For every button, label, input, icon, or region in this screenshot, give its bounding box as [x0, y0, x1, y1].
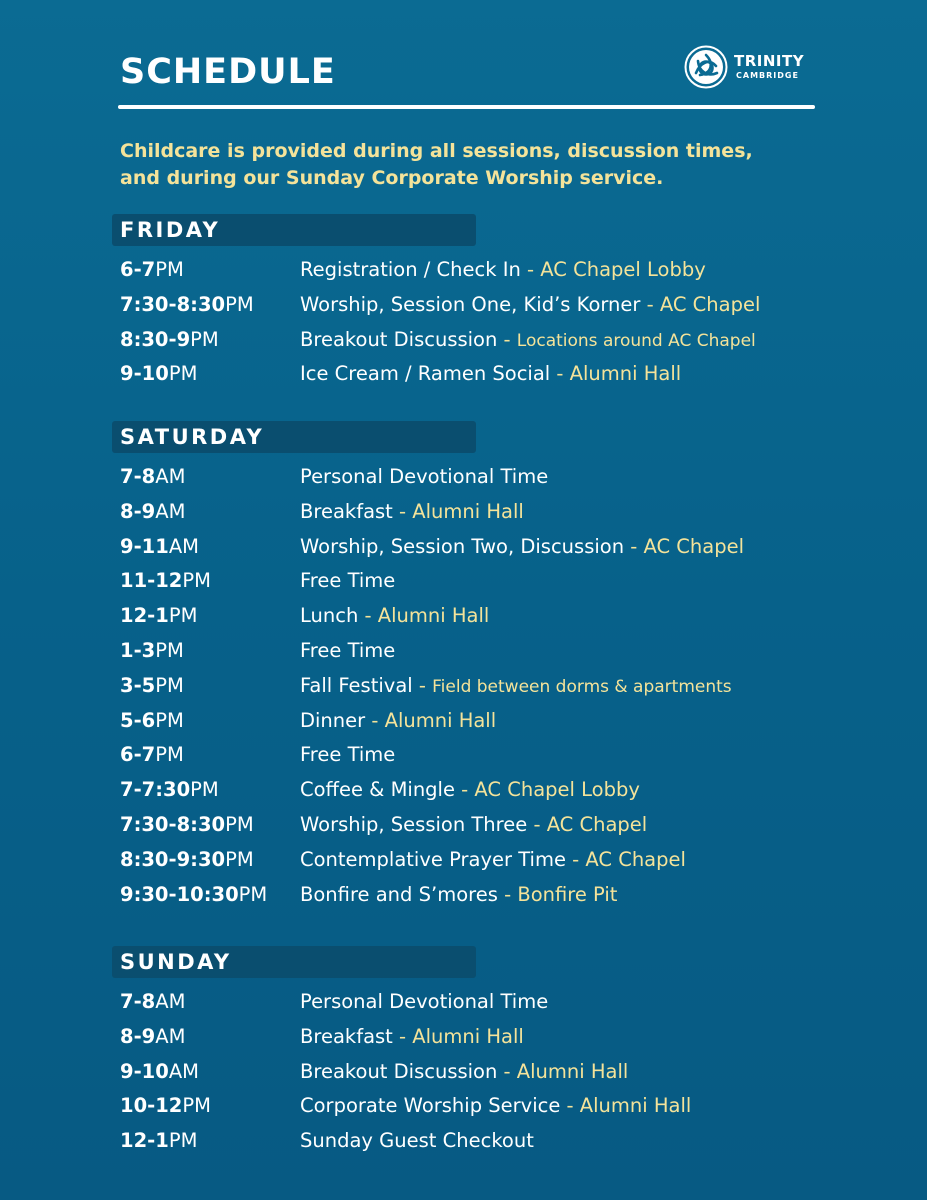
event-name: Worship, Session Three [300, 812, 528, 836]
time-value: 8:30-9:30 [120, 847, 226, 871]
event-description [300, 465, 548, 488]
location-name: Alumni Hall [516, 1059, 629, 1083]
time-range [120, 465, 185, 488]
location-separator: - [497, 327, 517, 351]
time-meridiem: PM [225, 847, 254, 871]
schedule-row [0, 709, 927, 744]
time-value: 8:30-9 [120, 327, 191, 351]
time-meridiem: PM [168, 362, 198, 386]
event-description [300, 258, 706, 281]
day-header-label: SUNDAY [120, 950, 232, 974]
location-name: Alumni Hall [384, 708, 497, 732]
time-value: 7:30-8:30 [120, 292, 226, 316]
event-location [393, 1025, 524, 1048]
time-meridiem: PM [168, 1129, 198, 1153]
event-location [358, 604, 489, 627]
event-description [300, 1094, 691, 1117]
event-location [393, 500, 524, 523]
location-separator: - [454, 778, 475, 802]
event-name: Free Time [300, 638, 396, 662]
time-value: 7-8 [120, 990, 156, 1013]
time-range [120, 1094, 211, 1117]
schedule-row [0, 674, 927, 709]
day-header-saturday [112, 421, 476, 453]
event-location [365, 709, 496, 732]
event-location [455, 778, 640, 801]
event-name: Free Time [300, 569, 396, 593]
location-name: Locations around AC Chapel [516, 330, 756, 351]
time-meridiem: AM [168, 534, 199, 558]
time-range [120, 293, 254, 316]
time-range [120, 848, 254, 871]
page-title: SCHEDULE [120, 52, 336, 92]
time-meridiem: PM [182, 569, 211, 593]
event-name: Free Time [300, 743, 396, 767]
location-name: Bonfire Pit [517, 882, 618, 906]
time-meridiem: PM [190, 327, 219, 351]
event-location [521, 258, 706, 281]
location-name: AC Chapel Lobby [474, 778, 640, 802]
event-name: Lunch [300, 604, 359, 628]
location-name: AC Chapel [546, 812, 648, 836]
time-range [120, 709, 184, 732]
day-header-friday [112, 214, 476, 246]
location-name: AC Chapel Lobby [540, 258, 706, 281]
schedule-row [0, 639, 927, 674]
location-separator: - [497, 1059, 517, 1083]
time-meridiem: PM [155, 743, 184, 767]
time-value: 1-3 [120, 638, 156, 662]
schedule-row [0, 1025, 927, 1060]
event-name: Breakfast [300, 1024, 393, 1048]
schedule-row [0, 535, 927, 570]
time-value: 7-8 [120, 465, 156, 488]
time-value: 12-1 [120, 1129, 169, 1153]
time-range [120, 743, 184, 766]
childcare-note-line-2: and during our Sunday Corporate Worship service. [120, 167, 664, 189]
event-name: Breakfast [300, 499, 393, 523]
time-value: 7:30-8:30 [120, 812, 226, 836]
event-location [412, 673, 732, 697]
location-name: Alumni Hall [412, 1024, 524, 1048]
location-separator: - [365, 708, 385, 732]
time-meridiem: PM [225, 812, 254, 836]
time-value: 9:30-10:30 [120, 882, 239, 906]
time-value: 3-5 [120, 673, 156, 697]
event-location [527, 813, 647, 836]
time-range [120, 500, 185, 523]
time-value: 8-9 [120, 1024, 156, 1048]
location-name: Field between dorms & apartments [432, 676, 732, 697]
time-range [120, 535, 199, 558]
time-meridiem: PM [155, 638, 184, 662]
event-description [300, 674, 732, 697]
event-description [300, 709, 496, 732]
event-location [497, 327, 756, 351]
time-range [120, 1060, 199, 1083]
time-value: 10-12 [120, 1094, 183, 1118]
event-name: Coffee & Mingle [300, 778, 455, 802]
time-meridiem: PM [155, 708, 184, 732]
time-meridiem: AM [155, 990, 186, 1013]
event-name: Personal Devotional Time [300, 465, 549, 488]
event-description [300, 328, 756, 351]
schedule-row [0, 328, 927, 363]
childcare-note-line-1: Childcare is provided during all sessions, discussion times, [120, 140, 753, 162]
schedule-row [0, 848, 927, 883]
schedule-row [0, 500, 927, 535]
event-location [550, 362, 681, 385]
location-separator: - [412, 673, 433, 697]
time-meridiem: AM [155, 1024, 186, 1048]
event-name: Registration / Check In [300, 258, 521, 281]
time-range [120, 604, 197, 627]
location-separator: - [527, 812, 547, 836]
childcare-note [120, 138, 820, 192]
event-description [300, 813, 647, 836]
schedule-row [0, 883, 927, 918]
event-description [300, 293, 760, 316]
title-divider [118, 105, 815, 109]
time-range [120, 362, 197, 385]
event-name: Corporate Worship Service [300, 1094, 561, 1118]
event-location [498, 883, 618, 906]
schedule-row [0, 778, 927, 813]
event-description [300, 535, 744, 558]
event-name: Bonfire and S’mores [300, 882, 498, 906]
time-meridiem: AM [155, 499, 186, 523]
location-name: Alumni Hall [412, 499, 524, 523]
location-separator: - [520, 258, 541, 281]
event-description [300, 1025, 524, 1048]
time-meridiem: AM [155, 465, 186, 488]
schedule-list-sunday [0, 990, 927, 1164]
schedule-row [0, 465, 927, 500]
time-meridiem: PM [190, 778, 219, 802]
event-name: Contemplative Prayer Time [300, 847, 566, 871]
day-header-label: FRIDAY [120, 218, 221, 242]
location-name: Alumni Hall [569, 362, 682, 386]
event-location [566, 848, 686, 871]
event-description [300, 569, 395, 592]
schedule-row [0, 743, 927, 778]
time-range [120, 778, 219, 801]
location-separator: - [560, 1094, 580, 1118]
time-value: 6-7 [120, 258, 156, 281]
event-description [300, 848, 686, 871]
location-separator: - [392, 499, 413, 523]
logo-name: TRINITY [734, 52, 805, 70]
schedule-list-saturday [0, 465, 927, 917]
schedule-row [0, 569, 927, 604]
event-description [300, 1129, 534, 1152]
time-meridiem: PM [225, 292, 254, 316]
trinity-knot-icon [684, 45, 728, 89]
event-description [300, 1060, 628, 1083]
location-separator: - [550, 362, 570, 386]
time-meridiem: PM [155, 258, 184, 281]
location-separator: - [358, 604, 378, 628]
schedule-row [0, 362, 927, 397]
time-meridiem: AM [168, 1059, 199, 1083]
schedule-row [0, 258, 927, 293]
schedule-row [0, 990, 927, 1025]
time-meridiem: PM [238, 882, 268, 906]
time-value: 6-7 [120, 743, 156, 767]
location-separator: - [392, 1024, 413, 1048]
event-name: Breakout Discussion [300, 1059, 498, 1083]
event-location [624, 535, 744, 558]
time-value: 9-10 [120, 362, 169, 386]
time-value: 9-11 [120, 534, 169, 558]
time-range [120, 1025, 185, 1048]
time-range [120, 328, 219, 351]
schedule-row [0, 293, 927, 328]
schedule-row [0, 1129, 927, 1164]
event-description [300, 639, 395, 662]
location-separator: - [565, 847, 586, 871]
event-name: Sunday Guest Checkout [300, 1129, 534, 1153]
event-description [300, 604, 489, 627]
event-description [300, 743, 395, 766]
logo-subtitle: CAMBRIDGE [736, 71, 799, 80]
event-description [300, 500, 524, 523]
schedule-list-friday [0, 258, 927, 397]
time-value: 7-7:30 [120, 778, 191, 802]
event-name: Breakout Discussion [300, 327, 498, 351]
location-name: AC Chapel [643, 534, 745, 558]
location-separator: - [497, 882, 518, 906]
event-description [300, 883, 617, 906]
event-location [560, 1094, 691, 1117]
event-description [300, 990, 548, 1013]
time-meridiem: PM [168, 604, 198, 628]
location-name: Alumni Hall [579, 1094, 692, 1118]
event-name: Personal Devotional Time [300, 990, 549, 1013]
time-value: 8-9 [120, 499, 156, 523]
location-separator: - [624, 534, 644, 558]
time-value: 5-6 [120, 708, 156, 732]
event-location [497, 1060, 628, 1083]
day-header-label: SATURDAY [120, 425, 265, 449]
event-name: Ice Cream / Ramen Social [300, 362, 551, 386]
time-range [120, 813, 254, 836]
event-description [300, 778, 640, 801]
time-value: 9-10 [120, 1059, 169, 1083]
trinity-logo [684, 45, 809, 91]
schedule-row [0, 1094, 927, 1129]
event-name: Worship, Session One, Kid’s Korner [300, 292, 641, 316]
time-meridiem: PM [155, 673, 184, 697]
event-description [300, 362, 681, 385]
time-range [120, 990, 185, 1013]
schedule-row [0, 1060, 927, 1095]
time-range [120, 639, 184, 662]
time-range [120, 674, 184, 697]
location-name: AC Chapel [585, 847, 686, 871]
time-range [120, 258, 184, 281]
location-name: Alumni Hall [377, 604, 490, 628]
event-name: Worship, Session Two, Discussion [300, 534, 625, 558]
location-separator: - [640, 292, 660, 316]
day-header-sunday [112, 946, 476, 978]
time-range [120, 569, 211, 592]
time-value: 12-1 [120, 604, 169, 628]
time-meridiem: PM [182, 1094, 211, 1118]
location-name: AC Chapel [659, 292, 761, 316]
time-range [120, 883, 267, 906]
event-location [640, 293, 760, 316]
time-range [120, 1129, 197, 1152]
time-value: 11-12 [120, 569, 183, 593]
schedule-row [0, 604, 927, 639]
event-name: Fall Festival [300, 673, 413, 697]
schedule-row [0, 813, 927, 848]
event-name: Dinner [300, 708, 366, 732]
